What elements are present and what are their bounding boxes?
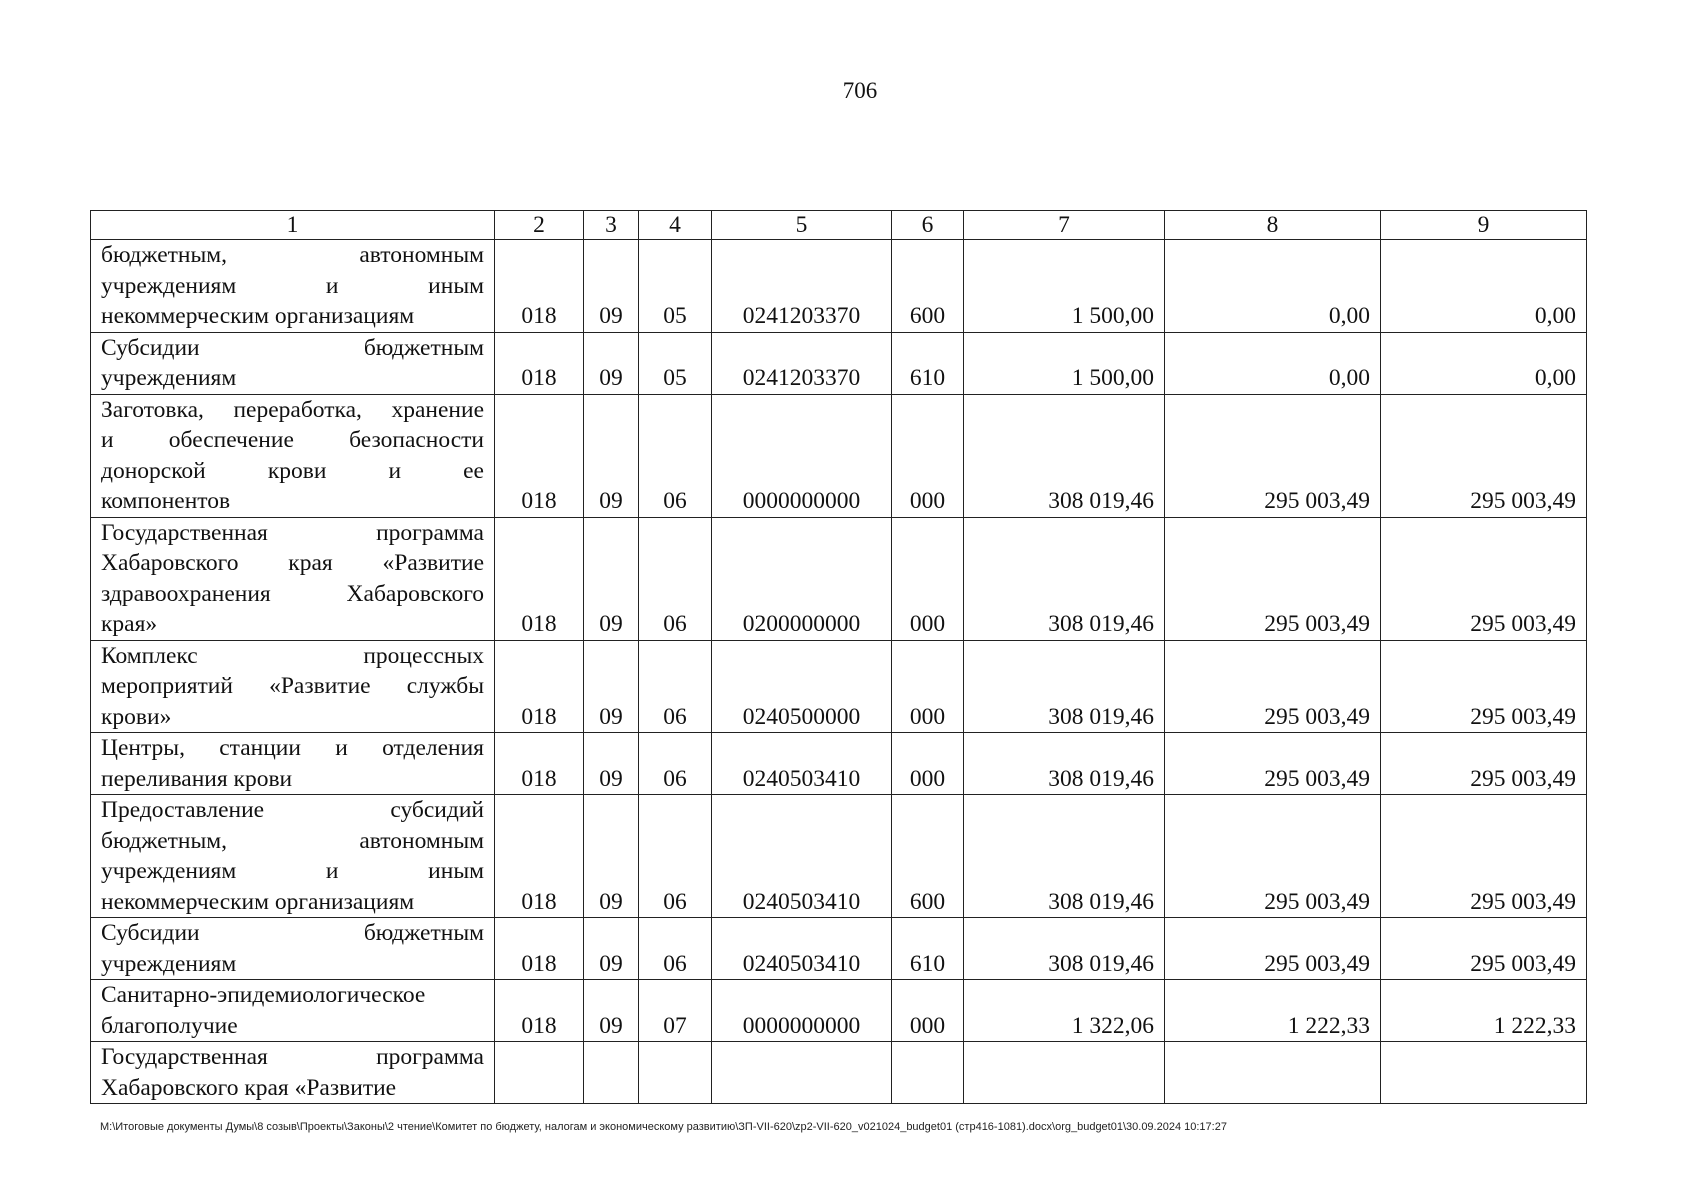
cell-name-line: бюджетным, автономным (101, 242, 484, 268)
cell-subsection: 06 (639, 394, 712, 517)
cell-name-line: Санитарно-эпидемиологическое (101, 982, 426, 1008)
table-row (91, 394, 1587, 517)
cell-amount-col8: 295 003,49 (1165, 795, 1381, 918)
cell-amount-col9: 295 003,49 (1381, 918, 1587, 980)
cell-amount-col7: 308 019,46 (964, 795, 1165, 918)
cell-grbs: 018 (495, 240, 584, 333)
cell-amount-col8 (1165, 1042, 1381, 1104)
cell-name-line: учреждениям и иным (101, 272, 484, 299)
cell-name-line: Комплекс процессных (101, 642, 484, 669)
cell-amount-col7: 308 019,46 (964, 733, 1165, 795)
cell-subsection (639, 1042, 712, 1104)
cell-amount-col9: 295 003,49 (1381, 733, 1587, 795)
cell-grbs (495, 1042, 584, 1104)
cell-section: 09 (584, 795, 639, 918)
cell-amount-col9: 295 003,49 (1381, 795, 1587, 918)
cell-amount-col8: 295 003,49 (1165, 394, 1381, 517)
cell-name-line: края» (101, 611, 158, 637)
cell-grbs: 018 (495, 332, 584, 394)
table-row (91, 332, 1587, 394)
cell-name-line: Хабаровского края «Развитие (101, 550, 484, 576)
cell-name-line: Субсидии бюджетным (101, 920, 484, 946)
header-row (91, 211, 1587, 240)
table-row (91, 795, 1587, 918)
cell-subsection: 06 (639, 640, 712, 733)
cell-amount-col8: 295 003,49 (1165, 733, 1381, 795)
cell-name (91, 1042, 495, 1104)
cell-amount-col9: 0,00 (1381, 240, 1587, 333)
header-col-7: 7 (964, 211, 1165, 240)
cell-amount-col7: 308 019,46 (964, 517, 1165, 640)
cell-name (91, 733, 495, 795)
cell-target-article (712, 1042, 892, 1104)
cell-amount-col7: 308 019,46 (964, 640, 1165, 733)
cell-name-line: Государственная программа (101, 1044, 484, 1070)
header-col-4: 4 (639, 211, 712, 240)
cell-subsection: 05 (639, 240, 712, 333)
cell-expense-type: 600 (892, 240, 964, 333)
header-col-6: 6 (892, 211, 964, 240)
cell-target-article: 0241203370 (712, 240, 892, 333)
table-row (91, 640, 1587, 733)
cell-amount-col7: 308 019,46 (964, 918, 1165, 980)
cell-target-article: 0240503410 (712, 918, 892, 980)
table-row (91, 517, 1587, 640)
cell-grbs: 018 (495, 517, 584, 640)
cell-expense-type: 610 (892, 332, 964, 394)
cell-amount-col9: 1 222,33 (1381, 980, 1587, 1042)
cell-name-line: благополучие (101, 1012, 238, 1039)
cell-section (584, 1042, 639, 1104)
cell-expense-type: 610 (892, 918, 964, 980)
cell-expense-type: 000 (892, 394, 964, 517)
cell-section: 09 (584, 517, 639, 640)
cell-name (91, 517, 495, 640)
cell-target-article: 0240503410 (712, 795, 892, 918)
cell-subsection: 06 (639, 918, 712, 980)
cell-name-line: переливания крови (101, 765, 293, 792)
cell-name-line: Хабаровского края «Развитие (101, 1074, 397, 1101)
cell-amount-col7: 308 019,46 (964, 394, 1165, 517)
table-row (91, 733, 1587, 795)
cell-section: 09 (584, 640, 639, 733)
cell-name (91, 240, 495, 333)
cell-name-line: мероприятий «Развитие службы (101, 673, 484, 699)
cell-section: 09 (584, 240, 639, 333)
cell-subsection: 06 (639, 795, 712, 918)
cell-target-article: 0240503410 (712, 733, 892, 795)
cell-subsection: 06 (639, 517, 712, 640)
table-row (91, 980, 1587, 1042)
cell-name-line: Предоставление субсидий (101, 797, 484, 823)
cell-target-article: 0000000000 (712, 394, 892, 517)
table-row (91, 1042, 1587, 1104)
cell-expense-type: 000 (892, 980, 964, 1042)
cell-grbs: 018 (495, 795, 584, 918)
cell-name-line: компонентов (101, 488, 231, 514)
cell-name (91, 980, 495, 1042)
page-number: 706 (842, 78, 878, 103)
header-col-1: 1 (91, 211, 495, 240)
header-col-5: 5 (712, 211, 892, 240)
cell-expense-type: 000 (892, 733, 964, 795)
cell-amount-col8: 0,00 (1165, 332, 1381, 394)
cell-amount-col8: 1 222,33 (1165, 980, 1381, 1042)
cell-amount-col8: 0,00 (1165, 240, 1381, 333)
cell-name (91, 795, 495, 918)
cell-amount-col9: 295 003,49 (1381, 394, 1587, 517)
table-row (91, 240, 1587, 333)
cell-grbs: 018 (495, 918, 584, 980)
cell-name-line: и обеспечение безопасности (101, 427, 484, 453)
cell-name-line: учреждениям (101, 365, 237, 391)
cell-name-line: здравоохранения Хабаровского (101, 580, 484, 607)
cell-expense-type (892, 1042, 964, 1104)
cell-amount-col9: 295 003,49 (1381, 640, 1587, 733)
cell-name-line: учреждениям и иным (101, 858, 484, 884)
cell-name-line: учреждениям (101, 950, 237, 977)
cell-name-line: донорской крови и ее (101, 457, 484, 484)
cell-target-article: 0240500000 (712, 640, 892, 733)
cell-name-line: крови» (101, 703, 172, 730)
cell-amount-col7: 1 500,00 (964, 332, 1165, 394)
cell-subsection: 07 (639, 980, 712, 1042)
cell-name-line: Государственная программа (101, 519, 484, 546)
header-col-3: 3 (584, 211, 639, 240)
cell-amount-col9 (1381, 1042, 1587, 1104)
cell-expense-type: 000 (892, 640, 964, 733)
cell-name-line: Субсидии бюджетным (101, 334, 484, 361)
cell-name-line: Заготовка, переработка, хранение (101, 396, 484, 423)
cell-expense-type: 000 (892, 517, 964, 640)
cell-amount-col8: 295 003,49 (1165, 918, 1381, 980)
cell-section: 09 (584, 332, 639, 394)
cell-target-article: 0241203370 (712, 332, 892, 394)
header-col-8: 8 (1165, 211, 1381, 240)
cell-amount-col9: 295 003,49 (1381, 517, 1587, 640)
header-col-9: 9 (1381, 211, 1587, 240)
header-col-2: 2 (495, 211, 584, 240)
cell-amount-col7 (964, 1042, 1165, 1104)
cell-section: 09 (584, 918, 639, 980)
cell-amount-col8: 295 003,49 (1165, 517, 1381, 640)
cell-target-article: 0200000000 (712, 517, 892, 640)
budget-table (90, 210, 1587, 1104)
cell-amount-col8: 295 003,49 (1165, 640, 1381, 733)
cell-expense-type: 600 (892, 795, 964, 918)
cell-amount-col7: 1 500,00 (964, 240, 1165, 333)
cell-section: 09 (584, 733, 639, 795)
table-row (91, 918, 1587, 980)
cell-name-line: некоммерческим организациям (101, 303, 415, 329)
cell-name (91, 394, 495, 517)
cell-grbs: 018 (495, 394, 584, 517)
cell-section: 09 (584, 980, 639, 1042)
cell-name-line: некоммерческим организациям (101, 888, 415, 915)
cell-target-article: 0000000000 (712, 980, 892, 1042)
cell-name-line: бюджетным, автономным (101, 827, 484, 854)
cell-grbs: 018 (495, 733, 584, 795)
footer-file-path: М:\Итоговые документы Думы\8 созыв\Проекты\Законы\2 чтение\Комитет по бюджету, налогам и экономическому развитию\ЗП-VII-620\zp2-VII-620_v021024_budget01 (стр416-1081).docx\org_budget01\30.09.2024 10:17:27 (100, 1121, 1227, 1133)
cell-name (91, 918, 495, 980)
cell-section: 09 (584, 394, 639, 517)
cell-subsection: 05 (639, 332, 712, 394)
cell-name (91, 640, 495, 733)
cell-grbs: 018 (495, 980, 584, 1042)
cell-amount-col7: 1 322,06 (964, 980, 1165, 1042)
cell-subsection: 06 (639, 733, 712, 795)
cell-grbs: 018 (495, 640, 584, 733)
cell-name (91, 332, 495, 394)
cell-amount-col9: 0,00 (1381, 332, 1587, 394)
cell-name-line: Центры, станции и отделения (101, 735, 484, 761)
